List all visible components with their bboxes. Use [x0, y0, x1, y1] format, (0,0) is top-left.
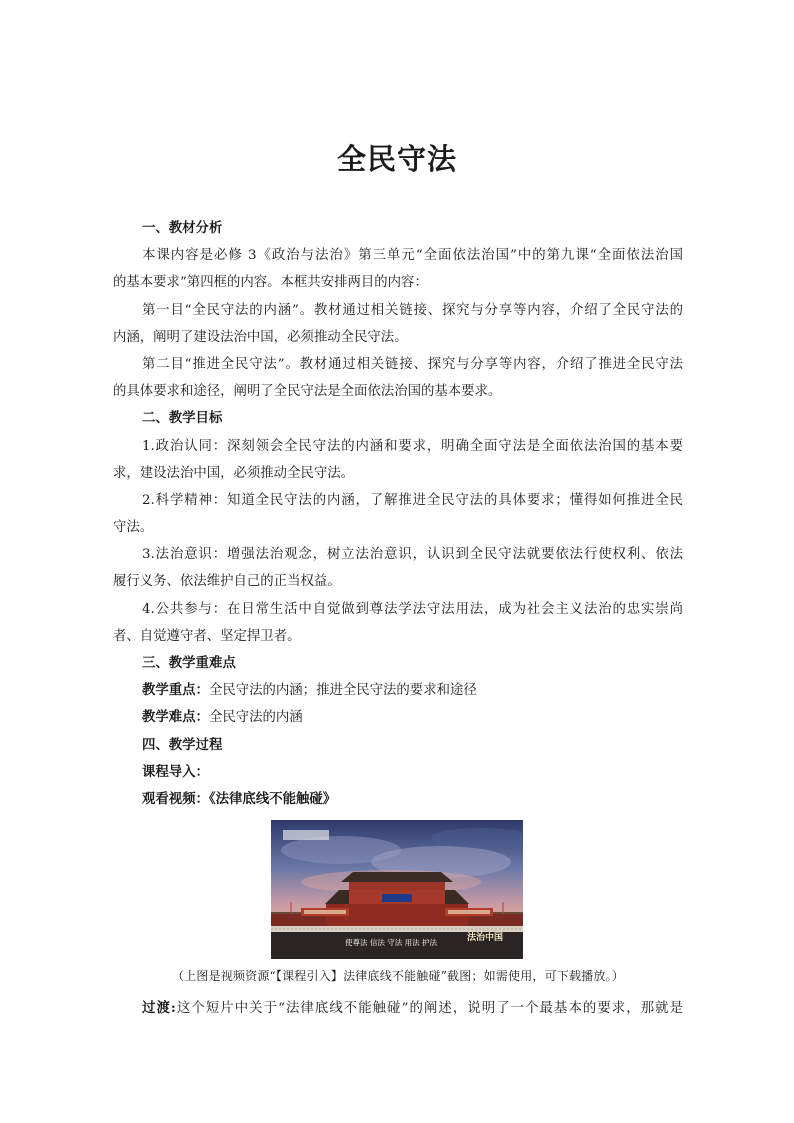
- key-point-label: 教学重点：: [142, 682, 209, 699]
- transition-paragraph: [113, 995, 683, 1022]
- difficulty-line: [113, 704, 683, 731]
- paragraph-line: 的基本要求”第四框的内容。本框共安排两目的内容：: [113, 275, 428, 291]
- goal-line: 2.科学精神：知道全民守法的内涵，了解推进全民守法的具体要求；懂得如何推进全民: [142, 492, 683, 508]
- paragraph-line: 的具体要求和途径，阐明了全民守法是全面依法治国的基本要求。: [113, 384, 502, 400]
- transition-label: 过渡:: [142, 1000, 176, 1016]
- page-title: 全民守法: [336, 142, 457, 176]
- goal-line: 4.公共参与：在日常生活中自觉做到尊法学法守法用法，成为社会主义法治的忠实崇尚: [142, 601, 683, 617]
- video-screenshot: [271, 820, 523, 959]
- transition-line: [113, 995, 683, 1022]
- goal-line: 求，建设法治中国，必须推动全民守法。: [113, 465, 355, 481]
- section-heading-process: 四、教学过程: [142, 736, 223, 753]
- paragraph-line: 第一目“全民守法的内涵”。教材通过相关链接、探究与分享等内容，介绍了全民守法的: [142, 302, 683, 318]
- paragraph-line: 第二目“推进全民守法”。教材通过相关链接、探究与分享等内容，介绍了推进全民守法: [142, 356, 683, 372]
- video-subtitle: 使尊法 信法 守法 用法 护法: [344, 938, 438, 947]
- figure-caption: （上图是视频资源“【课程引入】法律底线不能触碰”截图；如需使用，可下载播放。）: [171, 969, 625, 983]
- tiananmen-image: [271, 820, 523, 959]
- goal-line: 3.法治意识：增强法治观念，树立法治意识，认识到全民守法就要依法行使权利、依法: [142, 547, 683, 563]
- key-point-text: 全民守法的内涵；推进全民守法的要求和途径: [208, 683, 477, 699]
- goal-line: 守法。: [113, 520, 154, 536]
- watch-video-label: 观看视频：《法律底线不能触碰》: [142, 790, 337, 807]
- goal-line: 者、自觉遵守者、坚定捍卫者。: [113, 628, 301, 644]
- course-intro-label: 课程导入：: [142, 763, 209, 780]
- goal-line: 1.政治认同：深刻领会全民守法的内涵和要求，明确全面守法是全面依法治国的基本要: [142, 438, 683, 454]
- goal-line: 履行义务、依法维护自己的正当权益。: [113, 574, 341, 590]
- transition-text: 这个短片中关于“法律底线不能触碰”的阐述，说明了一个最基本的要求，那就是: [175, 1001, 683, 1016]
- section-heading-goals: 二、教学目标: [142, 410, 223, 427]
- section-heading-keypoints: 三、教学重难点: [142, 655, 236, 671]
- difficulty-label: 教学难点：: [142, 709, 209, 726]
- key-point-line: [113, 677, 683, 704]
- paragraph-line: 内涵，阐明了建设法治中国，必须推动全民守法。: [113, 329, 408, 345]
- difficulty-text: 全民守法的内涵: [208, 710, 303, 726]
- section-heading-analysis: 一、教材分析: [142, 220, 223, 236]
- video-logo: 法治中国: [466, 933, 504, 943]
- document-body: [113, 215, 683, 813]
- paragraph-line: 本课内容是必修 3《政治与法治》第三单元“全面依法治国”中的第九课“全面依法治国: [142, 248, 683, 264]
